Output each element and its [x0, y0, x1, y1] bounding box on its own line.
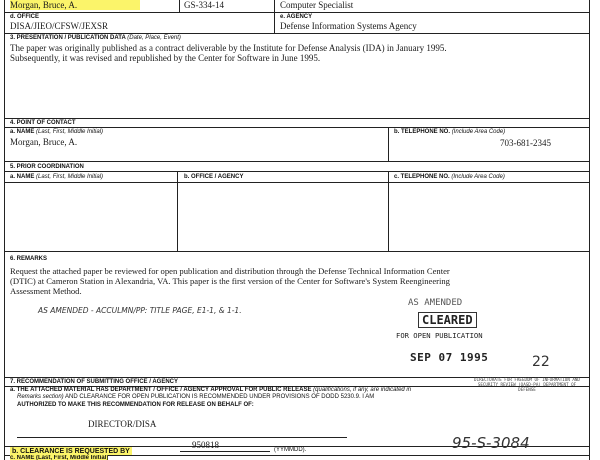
poc-name-label	[10, 129, 103, 136]
poc-phone-label-note: (Include Area Code)	[451, 129, 506, 135]
remarks-line2: (DTIC) at Cameron Station in Alexandria, VA. This paper is the first version of the Center for Software's System Reengineering	[10, 276, 450, 286]
clearance-requested-label: b. CLEARANCE IS REQUESTED BY	[12, 448, 130, 455]
stamp-as-amended: AS AMENDED	[408, 298, 463, 308]
job-title-value: Computer Specialist	[280, 0, 354, 10]
poc-name-label-note: (Last, First, Middle Initial)	[36, 129, 104, 135]
row-divider	[4, 127, 590, 128]
poc-phone-label-text: b. TELEPHONE NO.	[394, 129, 451, 135]
recommendation-line2	[17, 394, 374, 401]
poc-name-label-text: a. NAME	[10, 129, 35, 135]
recommendation-line1-text: a. THE ATTACHED MATERIAL HAS DEPARTMENT / OFFICE / AGENCY APPROVAL FOR PUBLIC RELEASE	[10, 387, 312, 393]
row-divider	[4, 161, 590, 162]
clearance-date-format: (YYMMDD).	[274, 447, 307, 453]
behalf-underline	[17, 437, 347, 438]
row-divider	[4, 12, 590, 13]
prior-name-label	[10, 174, 103, 181]
section3-line1: The paper was originally published as a contract deliverable by the Institute for Defense Analysis (IDA) in January 1995.	[10, 43, 447, 53]
section6-label: 6. REMARKS	[10, 256, 48, 262]
agency-value: Defense Information Systems Agency	[280, 21, 417, 31]
divider	[177, 171, 178, 251]
prior-phone-label	[394, 174, 505, 181]
row-divider	[4, 182, 590, 183]
section3-line2: Subsequently, it was revised and republished by the Center for Software in June 1995.	[10, 53, 321, 63]
handwritten-reference-number: 95-S-3084	[452, 434, 530, 452]
date-underline	[180, 451, 270, 452]
remarks-line3: Assessment Method.	[10, 286, 82, 296]
prior-phone-label-text: c. TELEPHONE NO.	[394, 174, 450, 180]
divider	[388, 171, 389, 251]
handwritten-amendment: AS AMENDED - ACCULMN/PP: TITLE PAGE, E1-1, & 1-1.	[38, 306, 242, 315]
recommendation-remarks-ref: Remarks section)	[17, 394, 64, 400]
remarks-line1: Request the attached paper be reviewed for open publication and distribution through the Defense Technical Information Center	[10, 266, 450, 276]
row-divider	[4, 33, 590, 34]
recommendation-line3: AUTHORIZED TO MAKE THIS RECOMMENDATION FOR RELEASE ON BEHALF OF:	[17, 402, 254, 408]
stamp-directorate: DIRECTORATE FOR FREEDOM OF INFORMATION AND SECURITY REVIEW (OASD-PA) DEPARTMENT OF DEFENSE	[474, 377, 580, 392]
recommendation-line2-text: AND CLEARANCE FOR OPEN PUBLICATION IS RECOMMENDED UNDER PROVISIONS OF DODD 5230.9. I AM	[63, 394, 375, 400]
poc-phone-value: 703-681-2345	[500, 138, 551, 148]
stamp-cleared: CLEARED	[418, 312, 477, 328]
stamp-date: SEP 07 1995	[410, 351, 489, 364]
prior-name-label-text: a. NAME	[10, 174, 35, 180]
office-value: DISA/JIEO/CFSW/JEXSR	[10, 21, 109, 31]
prior-phone-label-note: (Include Area Code)	[451, 174, 505, 180]
section3-title: 3. PRESENTATION / PUBLICATION DATA	[10, 35, 126, 41]
office-label: d. OFFICE	[10, 14, 39, 20]
row-divider	[4, 118, 590, 119]
clearance-date-value: 950818	[192, 440, 219, 450]
section3-label-note: (Date, Place, Event)	[127, 35, 181, 41]
section4-label: 4. POINT OF CONTACT	[10, 120, 76, 126]
poc-name-value: Morgan, Bruce, A.	[10, 137, 78, 147]
prior-name-label-note: (Last, First, Middle Initial)	[36, 174, 104, 180]
section3-label	[10, 35, 181, 42]
agency-label: e. AGENCY	[280, 14, 313, 20]
section7-label: 7. RECOMMENDATION OF SUBMITTING OFFICE / AGENCY	[10, 379, 178, 385]
poc-phone-label	[394, 129, 505, 136]
section5-label: 5. PRIOR COORDINATION	[10, 164, 84, 170]
grade-value: GS-334-14	[184, 0, 224, 10]
bottom-name-label: c. NAME (Last, First, Middle Initial)	[10, 455, 109, 460]
requester-name-value: Morgan, Bruce, A.	[10, 0, 140, 10]
recommendation-line1-note: (qualifications, if any, are indicated in	[313, 387, 412, 393]
prior-office-label: b. OFFICE / AGENCY	[184, 174, 244, 180]
row-divider	[4, 251, 590, 252]
behalf-of-value: DIRECTOR/DISA	[88, 419, 157, 429]
stamp-number: 22	[532, 354, 550, 370]
divider	[388, 127, 389, 161]
divider	[274, 12, 275, 33]
row-divider	[4, 171, 590, 172]
stamp-open-publication: FOR OPEN PUBLICATION	[396, 331, 483, 340]
